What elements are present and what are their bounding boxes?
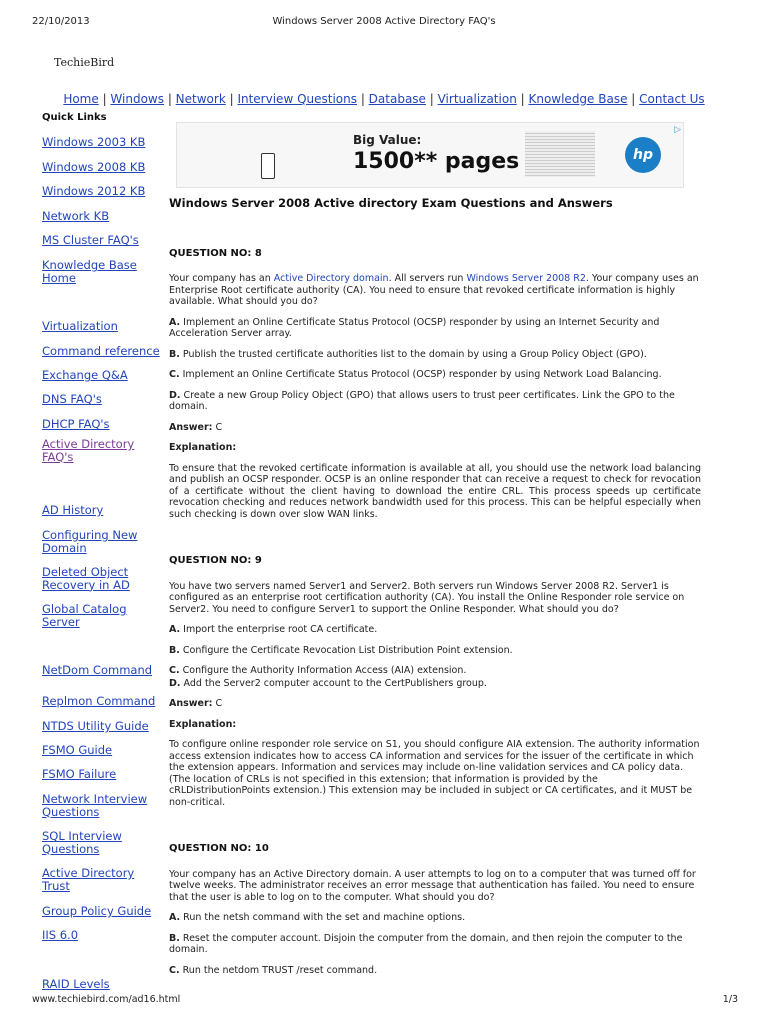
link-windows-server-2008-r2[interactable]: Windows Server 2008 R2 xyxy=(466,273,586,284)
quick-links-title: Quick Links xyxy=(42,112,107,123)
nav-interview-questions[interactable]: Interview Questions xyxy=(237,92,357,106)
phone-image xyxy=(261,153,275,179)
sidebar-link-iis-6[interactable]: IIS 6.0 xyxy=(42,928,79,942)
question-9-option-d: D. Add the Server2 computer account to the CertPublishers group. xyxy=(169,677,487,689)
sidebar-link-exchange-qa[interactable]: Exchange Q&A xyxy=(42,368,128,382)
question-9-answer: Answer: C xyxy=(169,698,223,709)
top-navigation: Home | Windows | Network | Interview Questions | Database | Virtualization | Knowledge Base | Contact Us xyxy=(63,92,705,106)
nav-network[interactable]: Network xyxy=(175,92,226,106)
print-title: Windows Server 2008 Active Directory FAQ's xyxy=(272,16,496,27)
question-9-option-b: B. Configure the Certificate Revocation List Distribution Point extension. xyxy=(169,644,513,656)
sidebar-link-sql-interview-questions[interactable]: SQL Interview Questions xyxy=(42,829,122,856)
sidebar-link-group-policy-guide[interactable]: Group Policy Guide xyxy=(42,904,152,918)
question-9-option-c: C. Configure the Authority Information Access (AIA) extension. xyxy=(169,665,467,676)
sidebar-link-global-catalog-server[interactable]: Global Catalog Server xyxy=(42,602,127,629)
sidebar-link-dns-faqs[interactable]: DNS FAQ's xyxy=(42,392,102,406)
sidebar-link-windows-2012-kb[interactable]: Windows 2012 KB xyxy=(42,184,146,198)
sidebar-link-netdom-command[interactable]: NetDom Command xyxy=(42,663,153,677)
question-10-option-a: A. Run the netsh command with the set and machine options. xyxy=(169,912,466,923)
page-heading: Windows Server 2008 Active directory Exam Questions and Answers xyxy=(169,198,613,210)
paper-stack-image xyxy=(525,131,595,177)
question-8-answer: Answer: C xyxy=(169,421,223,433)
sidebar-link-ntds-utility-guide[interactable]: NTDS Utility Guide xyxy=(42,719,149,733)
question-9-option-a: A. Import the enterprise root CA certificate. xyxy=(169,624,378,635)
nav-database[interactable]: Database xyxy=(368,92,426,106)
question-8-option-c: C. Implement an Online Certificate Status Protocol (OCSP) responder by using Network Load Balancing. xyxy=(169,369,662,380)
print-header xyxy=(0,16,768,30)
question-10-option-c: C. Run the netdom TRUST /reset command. xyxy=(169,964,378,976)
hp-advertisement-banner[interactable] xyxy=(176,122,684,188)
question-8-option-d: D. Create a new Group Policy Object (GPO) that allows users to trust peer certificates. Link the GPO to the domain. xyxy=(169,389,675,412)
sidebar-link-fsmo-guide[interactable]: FSMO Guide xyxy=(42,743,113,757)
sidebar-link-windows-2008-kb[interactable]: Windows 2008 KB xyxy=(42,160,146,174)
nav-contact-us[interactable]: Contact Us xyxy=(639,92,705,106)
question-8-option-b: B. Publish the trusted certificate authorities list to the domain by using a Group Policy Object (GPO). xyxy=(169,348,647,360)
print-url: www.techiebird.com/ad16.html xyxy=(32,994,181,1005)
ad-headline: Big Value: xyxy=(353,133,422,147)
main-content xyxy=(169,198,701,985)
question-9-title: QUESTION NO: 9 xyxy=(169,555,262,566)
sidebar-link-command-reference[interactable]: Command reference xyxy=(42,344,160,358)
sidebar-link-deleted-object-recovery[interactable]: Deleted Object Recovery in AD xyxy=(42,565,130,592)
hp-logo: hp xyxy=(625,137,661,173)
print-date: 22/10/2013 xyxy=(32,16,90,27)
sidebar-link-configuring-new-domain[interactable]: Configuring New Domain xyxy=(42,528,138,555)
nav-home[interactable]: Home xyxy=(63,92,99,106)
question-10-title: QUESTION NO: 10 xyxy=(169,843,269,854)
sidebar-link-knowledge-base-home[interactable]: Knowledge Base Home xyxy=(42,258,137,285)
sidebar-link-raid-levels[interactable]: RAID Levels xyxy=(42,977,110,991)
question-8-explanation: To ensure that the revoked certificate information is available at all, you should use the network load balancing and publish an OCSP responder. OCSP is an online responder that can receive a request to check for revocation of a certificate without the client having to download the entire CRL. This process speeds up certificate revocation checking and reduces network bandwidth used for this process. This can be helpful especially when such checking is down over slow WAN links. xyxy=(169,462,701,520)
question-10-option-b: B. Reset the computer account. Disjoin the computer from the domain, and then rejoin the computer to the domain. xyxy=(169,932,683,955)
sidebar-link-windows-2003-kb[interactable]: Windows 2003 KB xyxy=(42,135,146,149)
adchoices-icon[interactable]: ▷ xyxy=(674,125,681,135)
sidebar-link-ms-cluster-faqs[interactable]: MS Cluster FAQ's xyxy=(42,233,139,247)
link-active-directory-domain[interactable]: Active Directory domain xyxy=(273,273,389,284)
sidebar-link-dhcp-faqs[interactable]: DHCP FAQ's xyxy=(42,417,110,431)
quick-links-sidebar xyxy=(42,112,160,991)
sidebar-link-network-interview-questions[interactable]: Network Interview Questions xyxy=(42,792,148,819)
nav-windows[interactable]: Windows xyxy=(110,92,164,106)
sidebar-link-ad-history[interactable]: AD History xyxy=(42,503,104,517)
sidebar-link-network-kb[interactable]: Network KB xyxy=(42,209,110,223)
ad-pages-text: 1500** pages xyxy=(353,149,520,174)
question-8-title: QUESTION NO: 8 xyxy=(169,247,262,259)
sidebar-link-replmon-command[interactable]: Replmon Command xyxy=(42,694,156,708)
sidebar-link-active-directory-trust[interactable]: Active Directory Trust xyxy=(42,866,135,893)
sidebar-link-fsmo-failure[interactable]: FSMO Failure xyxy=(42,767,117,781)
question-9-explanation: To configure online responder role service on S1, you should configure AIA extension. The authority information access extension indicates how to access CA information and services for the issuer of the certificate in which the extension appears. Information and services may include on-line validation services and CA policy data. (The location of CRLs is not specified in this extension; that information is provided by the cRLDistributionPoints extension.) This extension may be included in subject or CA certificates, and it MUST be non-critical. xyxy=(169,739,700,808)
question-9-explanation-label: Explanation: xyxy=(169,718,237,730)
sidebar-link-active-directory-faqs[interactable]: Active Directory FAQ's xyxy=(42,437,135,464)
question-10-text: Your company has an Active Directory domain. A user attempts to log on to a computer that was turned off for twelve weeks. The administrator receives an error message that authentication has failed. You need to ensure that the user is able to log on to the computer. What should you do? xyxy=(169,868,696,903)
sidebar-link-virtualization[interactable]: Virtualization xyxy=(42,319,118,333)
nav-knowledge-base[interactable]: Knowledge Base xyxy=(528,92,628,106)
question-8-explanation-label: Explanation: xyxy=(169,442,237,453)
print-page-number: 1/3 xyxy=(722,994,738,1005)
site-name: TechieBird xyxy=(54,56,115,69)
question-8-option-a: A. Implement an Online Certificate Status Protocol (OCSP) responder by using an Internet Security and Acceleration Server array. xyxy=(169,316,660,339)
question-9-text: You have two servers named Server1 and Server2. Both servers run Windows Server 2008 R2. Server1 is configured as an enterprise root certification authority (CA). You install the Online Responder role service on Server2. You need to configure Server1 to support the Online Responder. What should you do? xyxy=(169,580,685,615)
question-8-text: Your company has an Active Directory domain. All servers run Windows Server 2008 R2. Your company uses an Enterprise Root certificate authority (CA). You need to ensure that revoked certificate information is highly available. What should you do? xyxy=(169,273,699,307)
nav-virtualization[interactable]: Virtualization xyxy=(437,92,517,106)
